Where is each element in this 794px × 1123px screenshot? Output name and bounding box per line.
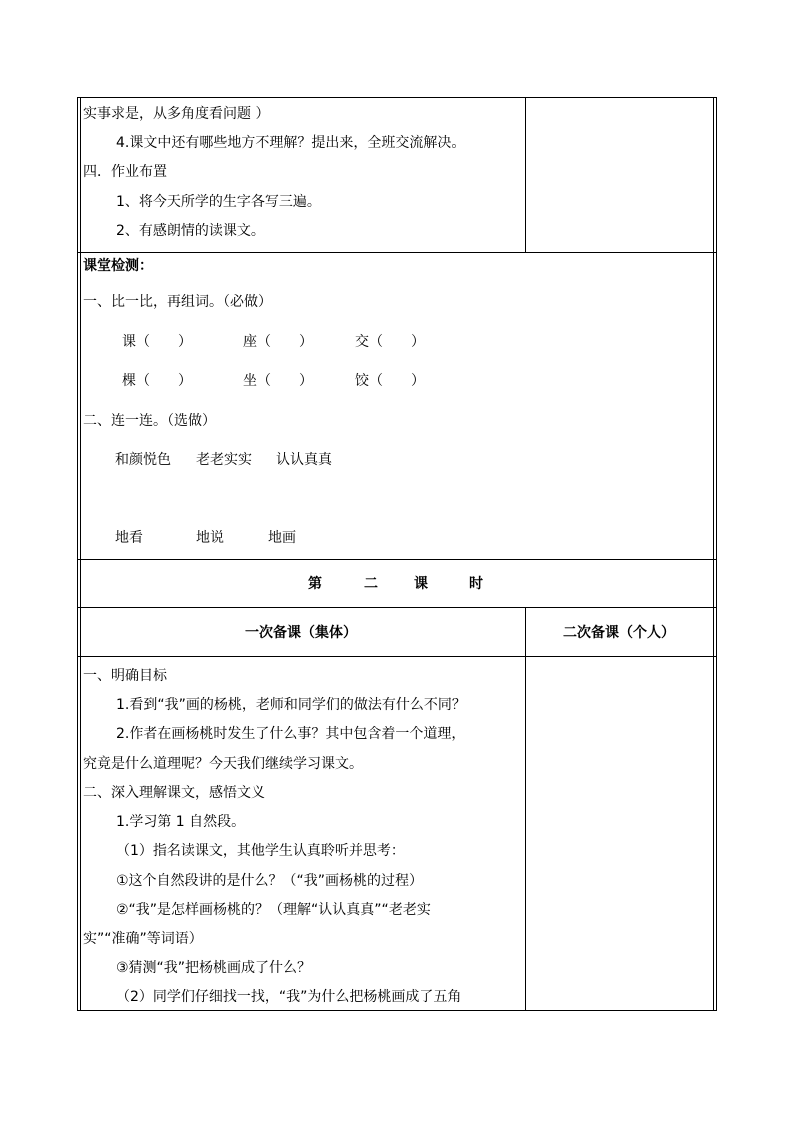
body-line: 一、明确目标 bbox=[83, 668, 167, 684]
q2-target: 地看 bbox=[115, 530, 143, 546]
top-line-1: 实事求是，从多角度看问题 ） bbox=[83, 106, 270, 122]
lesson-title-char: 课 bbox=[414, 576, 428, 592]
top-border bbox=[77, 97, 717, 98]
q1-item: 棵（ ） bbox=[122, 373, 192, 389]
q2-target: 地画 bbox=[268, 530, 296, 546]
table-left-border-inner bbox=[80, 97, 81, 1011]
body-line: ③猜测“我”把杨桃画成了什么？ bbox=[116, 960, 312, 976]
body-line: ②“我”是怎样画杨桃的？（理解“认认真真”“老老实 bbox=[116, 902, 431, 918]
body-line: 1.学习第 1 自然段。 bbox=[116, 814, 246, 830]
top-line-4: 1、将今天所学的生字各写三遍。 bbox=[116, 194, 321, 210]
body-line: （2）同学们仔细找一找，“我”为什么把杨桃画成了五角 bbox=[116, 989, 462, 1005]
top-line-3: 四．作业布置 bbox=[83, 164, 167, 180]
q2-target: 地说 bbox=[196, 530, 224, 546]
bottom-border bbox=[77, 1010, 717, 1011]
q2-word: 和颜悦色 bbox=[115, 452, 171, 468]
q2-word: 老老实实 bbox=[196, 452, 252, 468]
q1-item: 课（ ） bbox=[122, 334, 192, 350]
q1-item: 饺（ ） bbox=[355, 373, 425, 389]
lesson-title-char: 时 bbox=[469, 576, 483, 592]
divider-headers bbox=[77, 607, 717, 608]
column-header-collective: 一次备课（集体） bbox=[245, 625, 357, 641]
lesson-plan-table bbox=[77, 97, 717, 1011]
table-left-border bbox=[77, 97, 78, 1011]
body-line: 2.作者在画杨桃时发生了什么事？其中包含着一个道理， bbox=[116, 726, 466, 742]
q2-title: 二、连一连。（选做） bbox=[83, 413, 216, 429]
q1-item: 坐（ ） bbox=[243, 373, 313, 389]
top-line-5: 2、有感朗情的读课文。 bbox=[116, 223, 265, 239]
divider-lesson-title bbox=[77, 559, 717, 560]
body-line: 实”“准确”等词语） bbox=[83, 931, 203, 947]
q1-item: 交（ ） bbox=[355, 334, 425, 350]
q2-word: 认认真真 bbox=[276, 452, 332, 468]
table-right-border bbox=[713, 97, 714, 1011]
divider-check bbox=[77, 252, 717, 253]
lesson-title-char: 第 bbox=[308, 576, 322, 592]
body-line: 1.看到“我”画的杨桃，老师和同学们的做法有什么不同？ bbox=[116, 697, 466, 713]
top-line-2: 4.课文中还有哪些地方不理解？提出来，全班交流解决。 bbox=[116, 135, 466, 151]
column-divider-top bbox=[525, 97, 526, 252]
q1-title: 一、比一比，再组词。（必做） bbox=[83, 294, 272, 310]
classroom-check-title: 课堂检测： bbox=[83, 258, 153, 274]
body-line: ①这个自然段讲的是什么？（“我”画杨桃的过程） bbox=[116, 873, 424, 889]
table-right-border-outer bbox=[716, 97, 717, 1011]
body-line: （1）指名读课文，其他学生认真聆听并思考： bbox=[116, 843, 405, 859]
q1-item: 座（ ） bbox=[243, 334, 313, 350]
column-header-personal: 二次备课（个人） bbox=[563, 625, 675, 641]
body-line: 二、深入理解课文，感悟文义 bbox=[83, 785, 265, 801]
column-divider-bottom bbox=[525, 607, 526, 1011]
divider-body bbox=[77, 656, 717, 657]
lesson-title-char: 二 bbox=[364, 576, 378, 592]
body-line: 究竟是什么道理呢？今天我们继续学习课文。 bbox=[83, 756, 363, 772]
